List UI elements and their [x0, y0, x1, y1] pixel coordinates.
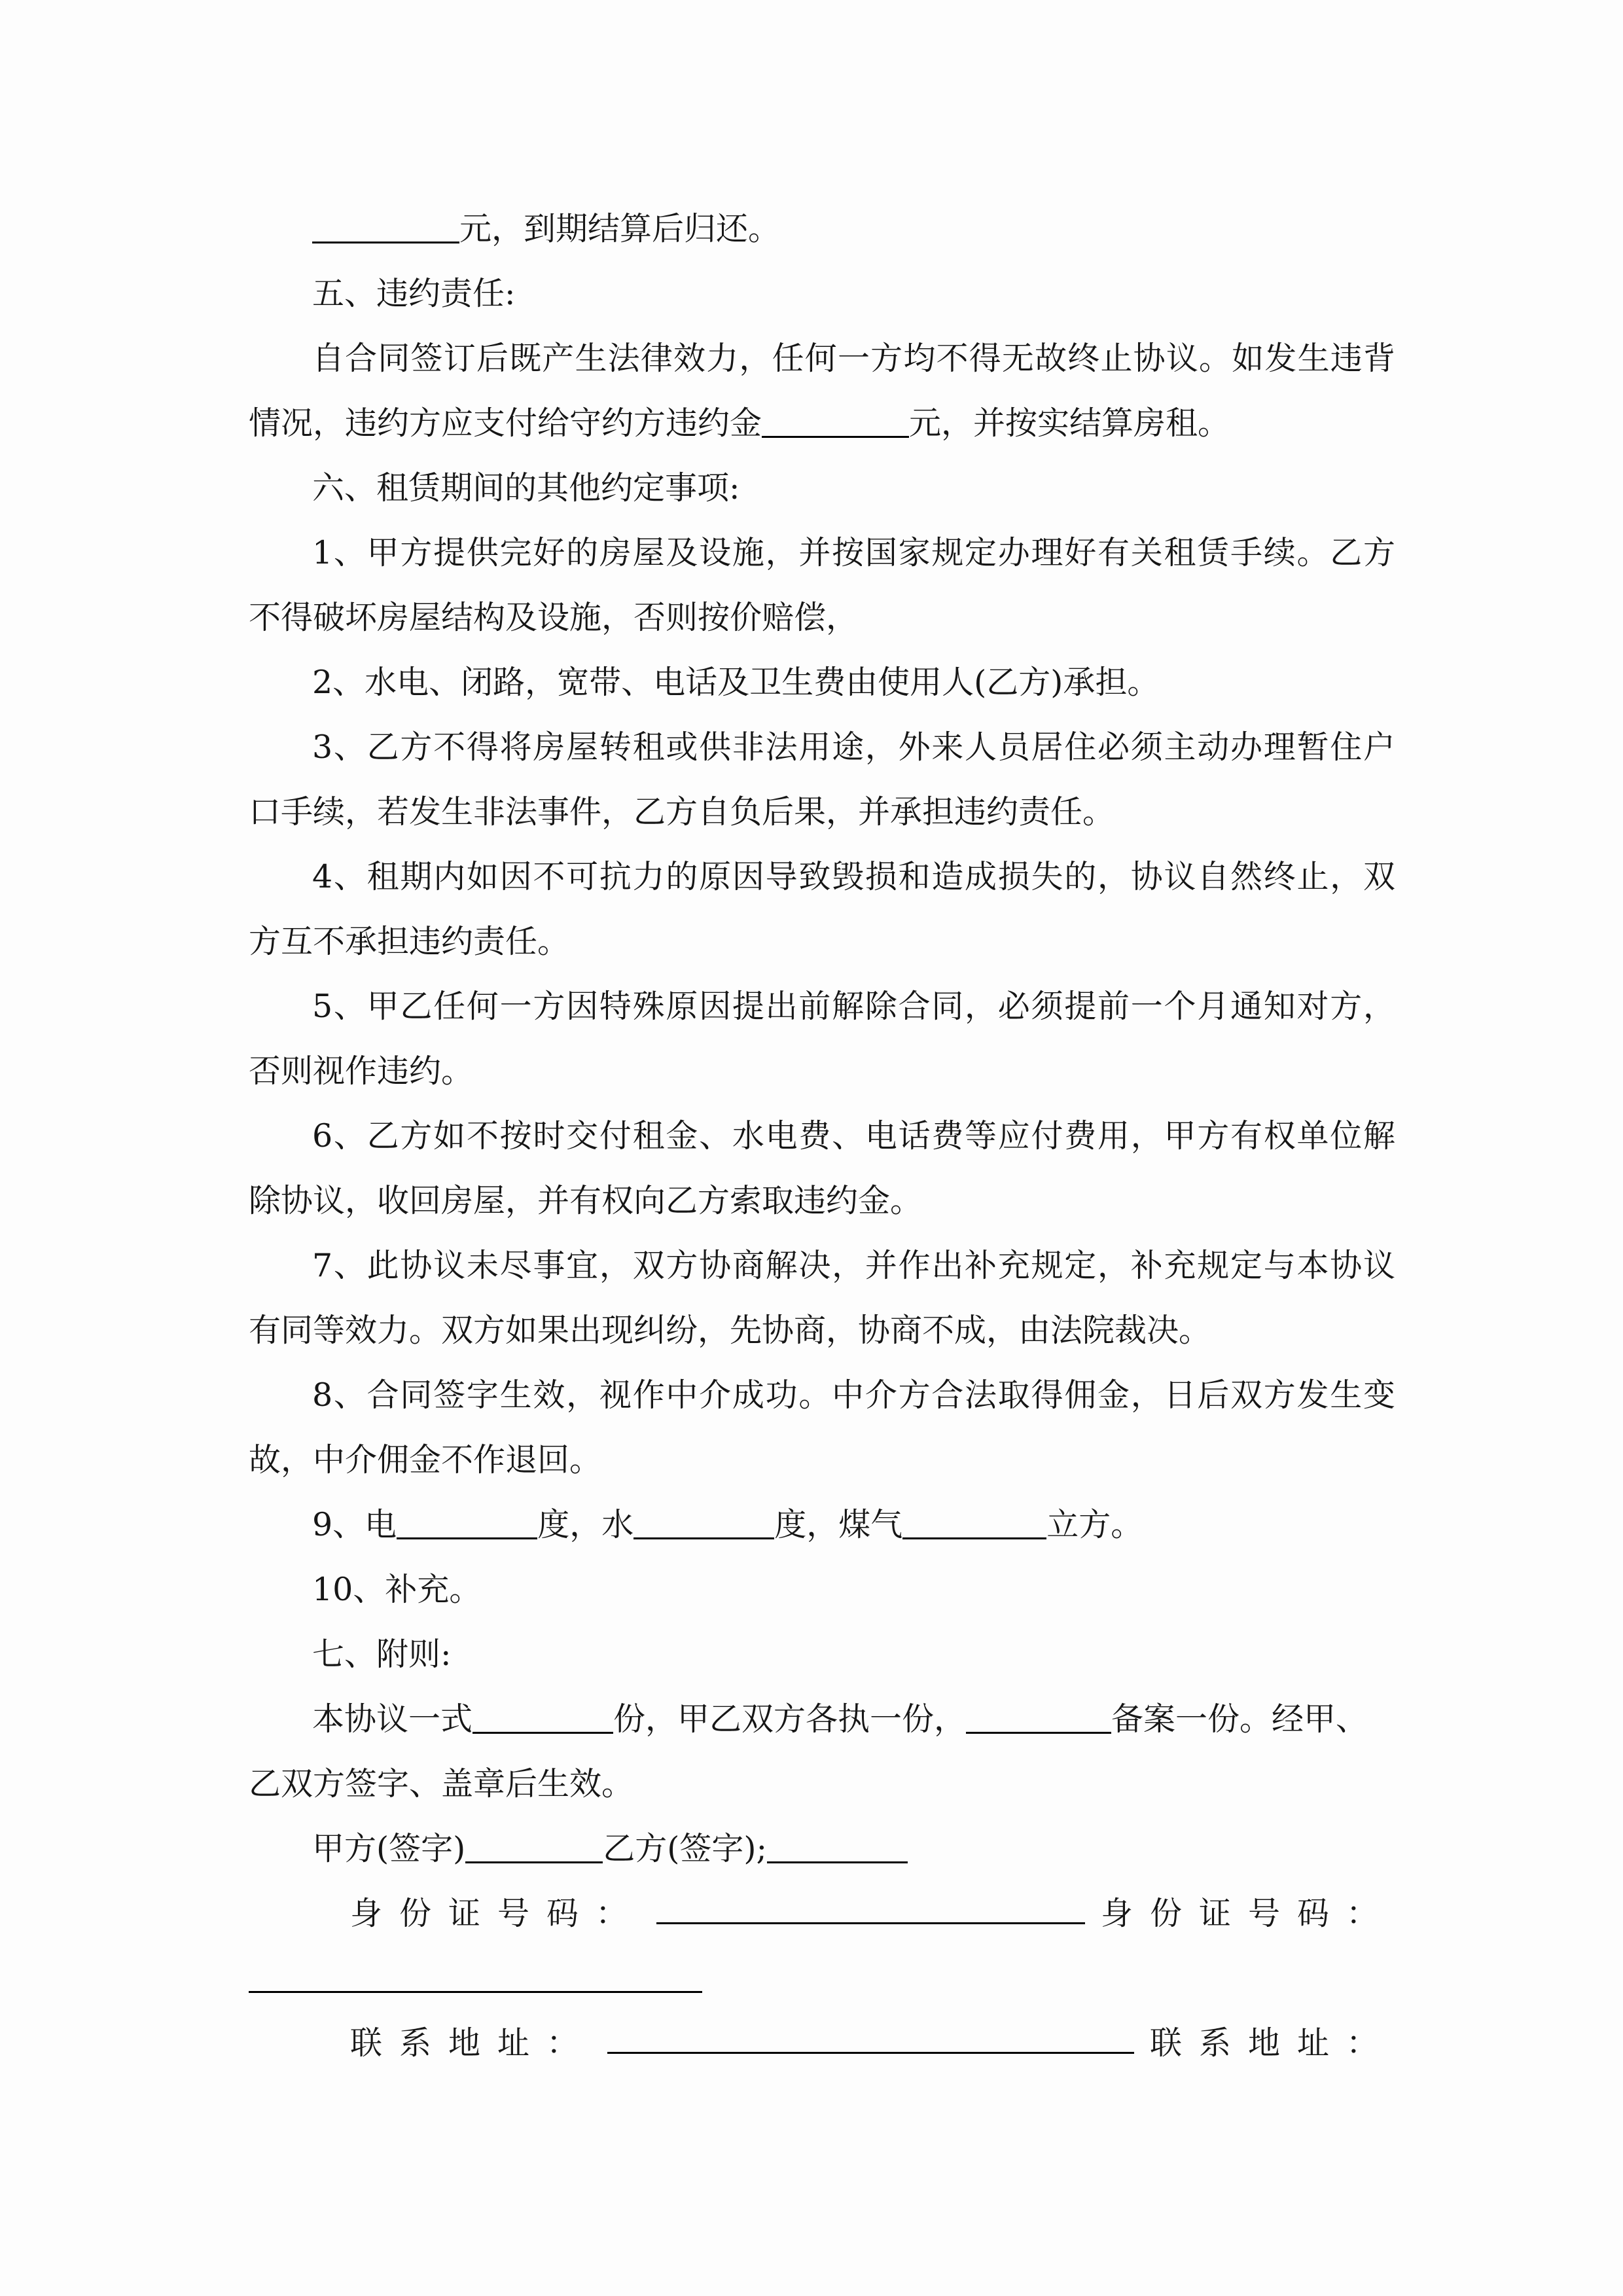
text-segment: 8、合同签字生效，视作中介成功。中介方合法取得佣金，日后双方发生变 [312, 1376, 1395, 1414]
text-segment: 度，煤气 [774, 1506, 903, 1543]
blank-underline [633, 1531, 774, 1539]
text-line [249, 391, 1395, 456]
text-segment: 除协议，收回房屋，并有权向乙方索取违约金。 [249, 1182, 923, 1219]
text-line [249, 780, 1395, 844]
text-line [249, 1881, 1395, 1946]
blank-underline [966, 1725, 1111, 1734]
document-body [249, 196, 1395, 2075]
text-segment: 度，水 [537, 1506, 634, 1543]
text-line [249, 909, 1395, 974]
text-segment: 口手续，若发生非法事件，乙方自负后果，并承担违约责任。 [249, 793, 1115, 831]
blank-underline [249, 1984, 702, 1993]
text-line [249, 196, 1395, 261]
text-segment: 1、甲方提供完好的房屋及设施，并按国家规定办理好有关租赁手续。乙方 [312, 534, 1395, 571]
text-segment: 份，甲乙双方各执一份， [613, 1700, 967, 1738]
text-segment: 元，并按实结算房租。 [909, 404, 1230, 442]
blank-underline [656, 1916, 1085, 1924]
text-segment: 乙方(签字); [603, 1830, 767, 1867]
text-line [249, 1751, 1395, 1816]
text-segment: 元，到期结算后归还。 [459, 210, 781, 247]
text-line [249, 261, 1395, 326]
text-segment: 联系地址： [1149, 2024, 1395, 2062]
text-segment: 身份证号码： [350, 1895, 645, 1932]
text-segment: 七、附则: [312, 1636, 452, 1673]
text-segment: 立方。 [1046, 1506, 1143, 1543]
text-line [249, 1103, 1395, 1168]
text-line [249, 1233, 1395, 1298]
blank-underline [762, 429, 909, 438]
text-segment: 故，中介佣金不作退回。 [249, 1441, 602, 1479]
blank-underline [312, 235, 459, 243]
text-line [249, 456, 1395, 520]
text-line [249, 1622, 1395, 1687]
text-line [249, 844, 1395, 909]
text-segment: 3、乙方不得将房屋转租或供非法用途，外来人员居住必须主动办理暂住户 [312, 728, 1395, 766]
text-segment: 4、租期内如因不可抗力的原因导致毁损和造成损失的，协议自然终止，双 [312, 858, 1395, 895]
text-segment: 方互不承担违约责任。 [249, 923, 570, 960]
text-segment: 甲方(签字) [312, 1830, 466, 1867]
text-segment: 9、电 [312, 1506, 397, 1543]
text-line [249, 1816, 1395, 1881]
blank-underline [473, 1725, 613, 1734]
text-line [249, 650, 1395, 715]
text-segment: 2、水电、闭路，宽带、电话及卫生费由使用人(乙方)承担。 [312, 664, 1160, 701]
text-line [249, 974, 1395, 1039]
blank-underline [465, 1855, 603, 1863]
text-line [249, 1168, 1395, 1233]
text-segment: 身份证号码： [1100, 1895, 1395, 1932]
text-segment: 六、租赁期间的其他约定事项: [312, 469, 740, 507]
text-line [249, 1492, 1395, 1557]
text-segment: 自合同签订后既产生法律效力，任何一方均不得无故终止协议。如发生违背 [312, 340, 1395, 377]
text-segment: 联系地址： [350, 2024, 596, 2062]
text-segment: 10、补充。 [312, 1571, 482, 1608]
text-segment: 5、甲乙任何一方因特殊原因提出前解除合同，必须提前一个月通知对方， [312, 988, 1395, 1025]
text-segment: 乙双方签字、盖章后生效。 [249, 1765, 634, 1803]
text-line [249, 1946, 1395, 2011]
text-line [249, 1039, 1395, 1103]
text-line [249, 1557, 1395, 1622]
text-segment: 情况，违约方应支付给守约方违约金 [249, 404, 762, 442]
text-line [249, 715, 1395, 780]
blank-underline [902, 1531, 1046, 1539]
text-line [249, 585, 1395, 650]
blank-underline [397, 1531, 537, 1539]
text-line [249, 520, 1395, 585]
text-line [249, 1363, 1395, 1427]
text-line [249, 1687, 1395, 1751]
text-segment: 不得破坏房屋结构及设施，否则按价赔偿， [249, 599, 859, 636]
text-line [249, 1298, 1395, 1363]
text-segment: 五、违约责任: [312, 275, 516, 312]
text-segment: 7、此协议未尽事宜，双方协商解决，并作出补充规定，补充规定与本协议 [312, 1247, 1395, 1284]
text-segment: 有同等效力。双方如果出现纠纷，先协商，协商不成，由法院裁决。 [249, 1312, 1211, 1349]
text-segment: 否则视作违约。 [249, 1052, 474, 1090]
text-line [249, 2011, 1395, 2075]
blank-underline [607, 2045, 1134, 2054]
text-line [249, 326, 1395, 391]
text-segment: 6、乙方如不按时交付租金、水电费、电话费等应付费用，甲方有权单位解 [312, 1117, 1395, 1155]
text-segment: 本协议一式 [312, 1700, 473, 1738]
text-segment: 备案一份。经甲、 [1111, 1700, 1368, 1738]
text-line [249, 1427, 1395, 1492]
blank-underline [767, 1855, 908, 1863]
